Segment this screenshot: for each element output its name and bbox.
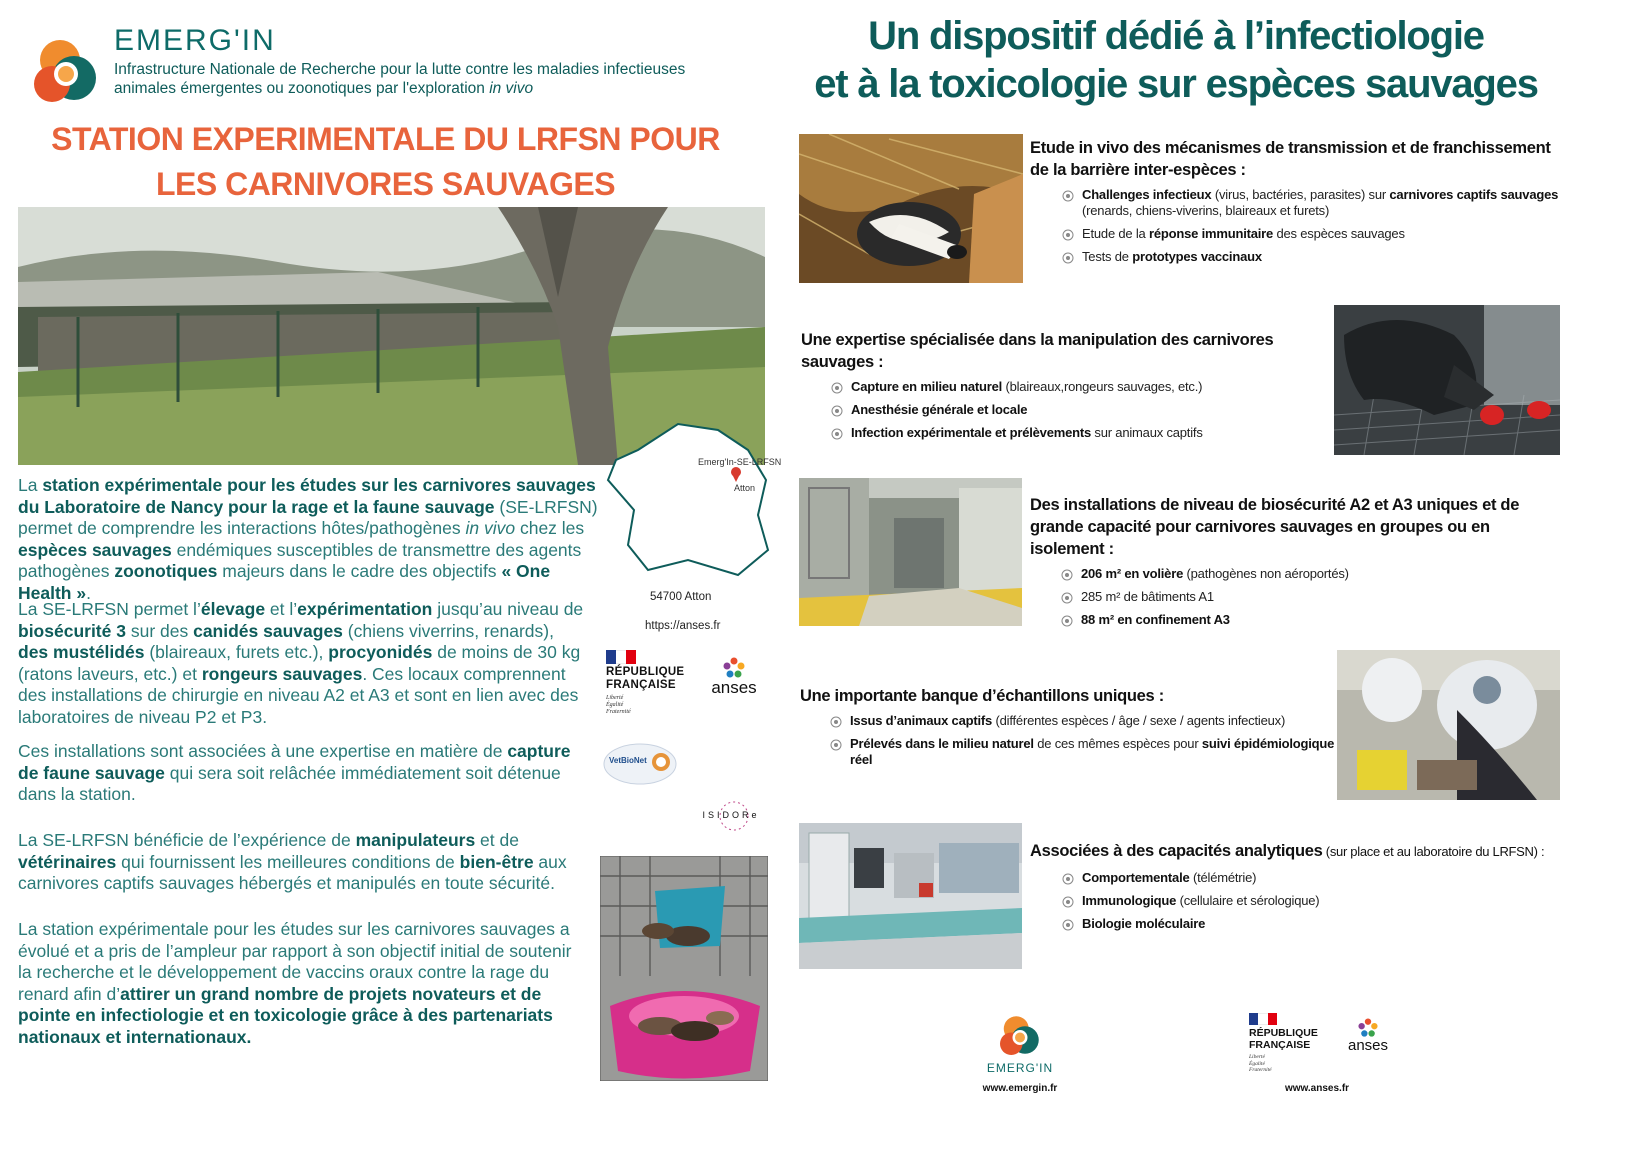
analytics-title-bold: Associées à des capacités analytiques	[1030, 842, 1323, 860]
t-immunology: (cellulaire et sérologique)	[1176, 893, 1320, 908]
rf-line2: FRANÇAISE	[606, 679, 676, 691]
paragraph-welfare	[18, 830, 583, 895]
p4-t4: aux carnivores captifs sauvages hébergés et manipulés en toute sécurité.	[18, 851, 567, 893]
b-vaccines: prototypes vaccinaux	[1132, 249, 1262, 264]
bullet-icon	[1062, 896, 1074, 908]
p2-t8: . Ces locaux comprennent des installations de chirurgie en niveau A2 et A3 et sont en lien avec des laboratoires de niveau P2 et P3.	[18, 663, 579, 727]
emergin-url[interactable]: www.emergin.fr	[982, 1083, 1058, 1094]
anses-footer-wordmark: anses	[1347, 1037, 1389, 1054]
bullet-icon	[830, 739, 842, 751]
bullet-icon	[1062, 873, 1074, 885]
b-capture: Capture en milieu naturel	[851, 379, 1003, 394]
left-title-line2: LES CARNIVORES SAUVAGES	[155, 166, 616, 202]
p2-b3: biosécurité 3	[18, 620, 126, 641]
section-expertise-list	[831, 379, 1331, 441]
t-behaviour: (télémétrie)	[1189, 870, 1257, 885]
map-label: Emerg'In-SE-LRFSN	[698, 457, 782, 467]
p3-t2: qui sera soit relâchée immédiatement soit détenue dans la station.	[18, 762, 561, 804]
p4-t3: qui fournissent les meilleures conditions de	[116, 851, 460, 872]
bullet-captive-samples	[830, 713, 1340, 729]
paragraph-capture	[18, 741, 593, 806]
t-immune-1: Etude de la	[1082, 226, 1149, 241]
anses-flower-icon	[1358, 1018, 1378, 1038]
header-subtitle-line2	[114, 79, 685, 98]
analytics-title-text: (sur place et au laboratoire du LRFSN) :	[1322, 844, 1545, 859]
p2-b5: des mustélidés	[18, 642, 145, 662]
p1	[18, 475, 598, 604]
rf-footer-line2: FRANÇAISE	[1249, 1039, 1311, 1051]
section-transmission-list	[1062, 187, 1560, 265]
section-samples-title: Une importante banque d’échantillons uniques :	[800, 687, 1164, 705]
b-epidemiology: suivi épidémiologique réel	[850, 736, 1335, 767]
p1-b1: station expérimentale pour les études sur les carnivores sauvages du Laboratoire de Nancy pour la rage et la faune sauvage	[18, 475, 596, 517]
section-biosecurity-title: Des installations de niveau de biosécurité A2 et A3 uniques et de grande capacité pour carnivores sauvages en groupes ou en isolement :	[1030, 496, 1520, 558]
bullet-immune	[1062, 226, 1560, 242]
rf-footer-motto2: Égalité	[1249, 1060, 1265, 1067]
b-infection: Infection expérimentale et prélèvements	[851, 425, 1092, 440]
t-captive-samples: (différentes espèces / âge / sexe / agents infectieux)	[992, 713, 1286, 728]
left-title-line1: STATION EXPERIMENTALE DU LRFSN POUR	[51, 121, 720, 157]
section-biosecurity	[1030, 494, 1560, 635]
bullet-challenges	[1062, 187, 1560, 219]
p2-b4: canidés sauvages	[193, 620, 343, 641]
p1-t6: .	[86, 582, 91, 603]
bullet-anesthesia	[831, 402, 1331, 418]
flag-icon	[1249, 1013, 1277, 1025]
rf-footer-motto1: Liberté	[1249, 1054, 1265, 1060]
bullet-immunology	[1062, 893, 1560, 909]
p4-b2: vétérinaires	[18, 851, 117, 872]
bullet-infection	[831, 425, 1331, 441]
p2-b6: procyonidés	[328, 642, 433, 662]
republique-francaise-footer-logo	[1249, 1013, 1319, 1078]
b-challenges: Challenges infectieux	[1082, 187, 1212, 202]
t-capture: (blaireaux,rongeurs sauvages, etc.)	[1002, 379, 1203, 394]
t-infection: sur animaux captifs	[1091, 425, 1203, 440]
p2-b2: expérimentation	[297, 599, 433, 619]
france-map	[598, 420, 773, 580]
b-immune: réponse immunitaire	[1149, 226, 1274, 241]
bullet-voliere	[1061, 566, 1560, 582]
t-challenges-1: (virus, bactéries, parasites) sur	[1211, 187, 1390, 202]
right-title	[790, 12, 1562, 108]
emergin-footer-logo	[995, 1010, 1045, 1060]
p1-t3: chez les	[515, 518, 585, 538]
section-analytics-list	[1062, 870, 1560, 932]
p2	[18, 599, 588, 728]
anses-flower-icon	[723, 657, 745, 679]
bullet-icon	[831, 382, 843, 394]
t-challenges-2: (renards, chiens-viverins, blaireaux et furets)	[1082, 203, 1330, 218]
brand-name: EMERG'IN	[114, 24, 276, 57]
p4-b1: manipulateurs	[355, 830, 476, 850]
vetbionet-logo	[603, 742, 678, 786]
bullet-icon	[1062, 229, 1074, 241]
bullet-vaccines	[1062, 249, 1560, 265]
p4-b3: bien-être	[459, 851, 534, 872]
anses-link[interactable]: https://anses.fr	[645, 620, 721, 632]
corridor-photo	[799, 478, 1022, 626]
right-title-line2: et à la toxicologie sur espèces sauvages	[814, 62, 1538, 106]
b-captive-carnivores: carnivores captifs sauvages	[1389, 187, 1559, 202]
p1-b2: espèces sauvages	[18, 539, 172, 560]
flag-icon	[606, 650, 636, 664]
b-immunology: Immunologique	[1082, 893, 1177, 908]
bullet-icon	[1062, 252, 1074, 264]
bullet-icon	[1062, 190, 1074, 202]
p1-b4: « One Health »	[18, 561, 551, 603]
bullet-icon	[831, 405, 843, 417]
section-biosecurity-list	[1061, 566, 1560, 628]
b-captive-samples: Issus d’animaux captifs	[850, 713, 993, 728]
anses-footer-logo	[1338, 1018, 1398, 1058]
map-town: Atton	[734, 483, 756, 493]
bullet-icon	[830, 716, 842, 728]
p1-t1: La	[18, 475, 43, 495]
bullet-capture	[831, 379, 1331, 395]
rf-motto3: Fraternité	[606, 709, 631, 715]
section-samples	[800, 685, 1340, 775]
header-subtitle	[114, 60, 685, 98]
p2-t4: sur des	[125, 620, 194, 641]
b-a3: 88 m² en confinement A3	[1081, 612, 1230, 627]
p1-t5: majeurs dans le cadre des objectifs	[217, 561, 502, 581]
bullet-icon	[1062, 919, 1074, 931]
p2-b1: élevage	[200, 599, 266, 619]
b-field-samples: Prélevés dans le milieu naturel	[850, 736, 1034, 751]
rf-line1: RÉPUBLIQUE	[606, 666, 685, 678]
paragraph-breeding	[18, 599, 588, 728]
bullet-a3	[1061, 612, 1560, 628]
p2-t7: de moins de 30 kg (ratons laveurs, etc.) et	[18, 642, 581, 684]
p2-t5: (chiens viverrins, renards),	[342, 620, 554, 641]
p2-t2: et l’	[265, 599, 298, 619]
emergin-footer-wordmark: EMERG'IN	[986, 1061, 1054, 1075]
t-a1: 285 m² de bâtiments A1	[1081, 589, 1214, 604]
bullet-behaviour	[1062, 870, 1560, 886]
rf-footer-line1: RÉPUBLIQUE	[1249, 1027, 1318, 1039]
p3-t1: Ces installations sont associées à une expertise en matière de	[18, 741, 508, 761]
right-title-line1: Un dispositif dédié à l’infectiologie	[868, 14, 1484, 58]
rf-footer-motto3: Fraternité	[1249, 1067, 1272, 1073]
section-expertise-title: Une expertise spécialisée dans la manipulation des carnivores sauvages :	[801, 331, 1274, 371]
bullet-molecular	[1062, 916, 1560, 932]
ferrets-photo	[600, 856, 768, 1081]
emergin-logo	[26, 30, 106, 110]
t-immune-2: des espèces sauvages	[1273, 226, 1405, 241]
bullet-a1	[1061, 589, 1560, 605]
p5-t1: La station expérimentale pour les études sur les carnivores sauvages a évolué et a pris de l’ampleur par rapport à son objectif initial de soutenir la recherche et le développement de vaccins oraux contre la rage du renard afin d’	[18, 919, 572, 1004]
t-vaccines: Tests de	[1082, 249, 1133, 264]
bullet-icon	[1061, 592, 1073, 604]
p2-b7: rongeurs sauvages	[201, 663, 363, 684]
b-behaviour: Comportementale	[1082, 870, 1190, 885]
p5-b1: attirer un grand nombre de projets novateurs et de pointe en infectiologie et en toxicologie grâce à des partenariats nationaux et internationaux.	[18, 983, 553, 1047]
p4-t1: La SE-LRFSN bénéficie de l’expérience de	[18, 830, 356, 850]
b-molecular: Biologie moléculaire	[1082, 916, 1206, 931]
left-title	[18, 117, 753, 207]
anses-logo	[704, 657, 764, 702]
b-voliere: 206 m² en volière	[1081, 566, 1184, 581]
republique-francaise-logo	[606, 650, 686, 720]
t-field-samples: de ces mêmes espèces pour	[1033, 736, 1202, 751]
section-analytics-title	[1030, 840, 1560, 863]
p1-i1: in vivo	[465, 518, 516, 538]
p4	[18, 830, 583, 895]
p1-t4: endémiques susceptibles de transmettre des agents pathogènes	[18, 539, 582, 581]
anses-url[interactable]: www.anses.fr	[1284, 1083, 1350, 1094]
p2-t1: La SE-LRFSN permet l’	[18, 599, 201, 619]
section-samples-list	[830, 713, 1340, 768]
anses-wordmark: anses	[711, 678, 757, 697]
section-analytics	[1030, 840, 1560, 939]
lab-operators-photo	[1337, 650, 1560, 800]
subtitle-text: animales émergentes ou zoonotiques par l'exploration	[114, 80, 490, 97]
p2-t6: (blaireaux, furets etc.),	[144, 642, 329, 662]
vetbionet-text: VetBioNet	[609, 756, 647, 765]
section-transmission	[1030, 137, 1560, 272]
p1-b3: zoonotiques	[114, 561, 218, 581]
laboratory-photo	[799, 823, 1022, 969]
p4-t2: et de	[475, 830, 519, 850]
p3	[18, 741, 593, 806]
rf-motto2: Égalité	[606, 702, 624, 708]
isidore-text: ISIDORe	[702, 810, 760, 820]
subtitle-em: in vivo	[489, 80, 534, 97]
bullet-field-samples	[830, 736, 1340, 768]
paragraph-evolution	[18, 919, 588, 1048]
fox-photo	[1334, 305, 1560, 455]
bullet-icon	[1061, 569, 1073, 581]
t-voliere: (pathogènes non aéroportés)	[1183, 566, 1349, 581]
bullet-icon	[831, 428, 843, 440]
b-anesthesia: Anesthésie générale et locale	[851, 402, 1028, 417]
section-expertise	[801, 329, 1331, 448]
section-transmission-title: Etude in vivo des mécanismes de transmission et de franchissement de la barrière inter-espèces :	[1030, 139, 1551, 179]
badger-photo	[799, 134, 1023, 283]
p5	[18, 919, 588, 1048]
p3-b1: capture de faune sauvage	[18, 741, 571, 783]
header-subtitle-line1: Infrastructure Nationale de Recherche pour la lutte contre les maladies infectieuses	[114, 61, 686, 78]
map-address: 54700 Atton	[650, 591, 712, 603]
bullet-icon	[1061, 615, 1073, 627]
p1-t2: (SE-LRFSN) permet de comprendre les interactions hôtes/pathogènes	[18, 496, 598, 538]
paragraph-intro	[18, 475, 598, 604]
isidore-logo	[696, 799, 766, 833]
p2-t3: jusqu’au niveau de	[432, 599, 584, 619]
rf-motto1: Liberté	[606, 695, 624, 701]
